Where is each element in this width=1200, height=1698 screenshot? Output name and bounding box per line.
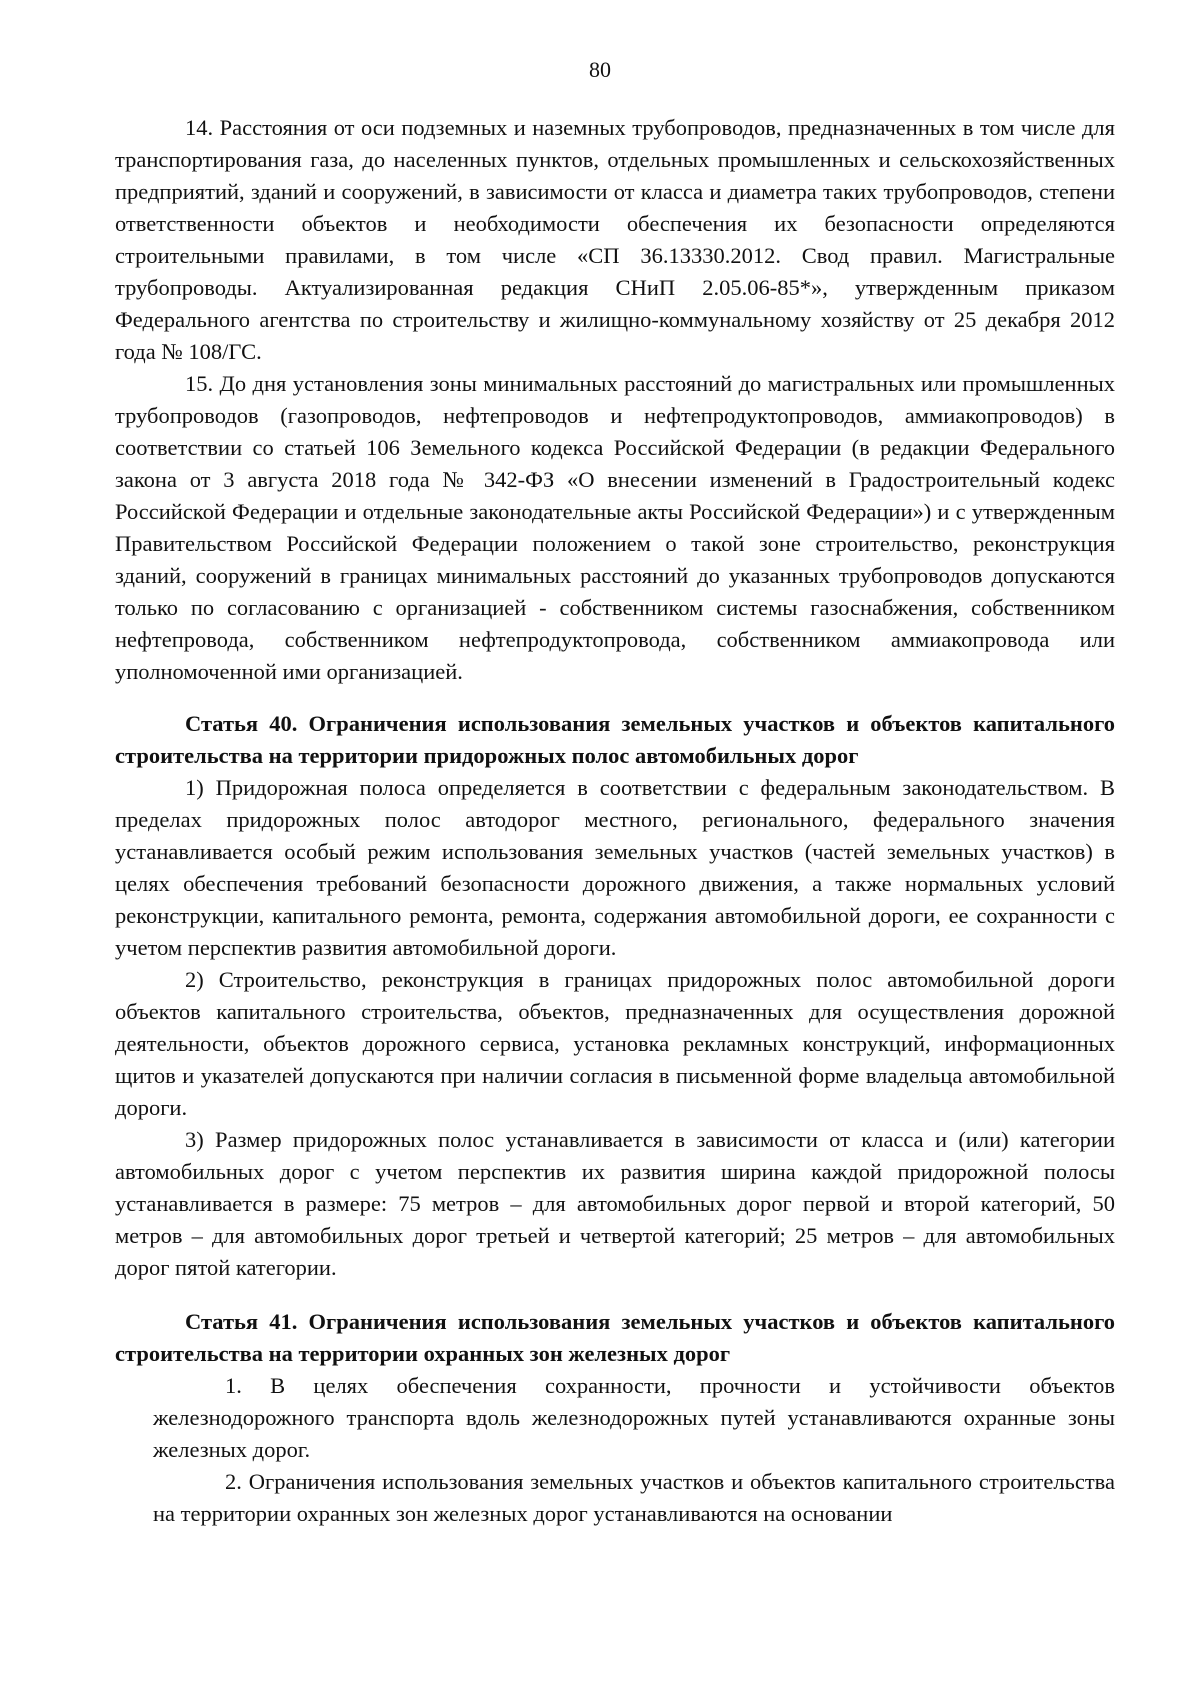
article-40-item-3: 3) Размер придорожных полос устанавливается в зависимости от класса и (или) категории автомобильных дорог с учетом перспектив их развития ширина каждой придорожной полосы устанавливается в размере: 75 метров – для автомобильных дорог первой и второй категорий, 50 метров – для автомобильных дорог третьей и четвертой категорий; 25 метров – для автомобильных дорог пятой категории. xyxy=(115,1127,1115,1280)
paragraph-15: 15. До дня установления зоны минимальных расстояний до магистральных или промышленных трубопроводов (газопроводов, нефтепроводов и нефтепродуктопроводов, аммиакопроводов) в соответствии со статьей 106 Земельного кодекса Российской Федерации (в редакции Федерального закона от 3 августа 2018 года № 342-ФЗ «О внесении изменений в Градостроительный кодекс Российской Федерации и отдельные законодательные акты Российской Федерации») и с утвержденным Правительством Российской Федерации положением о такой зоне строительство, реконструкция зданий, сооружений в границах минимальных расстояний до указанных трубопроводов допускаются только по согласованию с организацией - собственником системы газоснабжения, собственником нефтепровода, собственником нефтепродуктопровода, собственником аммиакопровода или уполномоченной ими организацией. xyxy=(115,371,1115,684)
document-body xyxy=(115,112,1115,1530)
article-41-item-1: 1. В целях обеспечения сохранности, прочности и устойчивости объектов железнодорожного транспорта вдоль железнодорожных путей устанавливаются охранные зоны железных дорог. xyxy=(153,1373,1115,1462)
article-40-item-2: 2) Строительство, реконструкция в границах придорожных полос автомобильной дороги объектов капитального строительства, объектов, предназначенных для осуществления дорожной деятельности, объектов дорожного сервиса, установка рекламных конструкций, информационных щитов и указателей допускаются при наличии согласия в письменной форме владельца автомобильной дороги. xyxy=(115,967,1115,1120)
page-number: 80 xyxy=(589,57,611,82)
article-41-item-2: 2. Ограничения использования земельных участков и объектов капитального строительства на территории охранных зон железных дорог устанавливаются на основании xyxy=(153,1469,1115,1526)
article-41-heading: Статья 41. Ограничения использования земельных участков и объектов капитального строительства на территории охранных зон железных дорог xyxy=(115,1309,1115,1366)
article-40-item-1: 1) Придорожная полоса определяется в соответствии с федеральным законодательством. В пределах придорожных полос автодорог местного, регионального, федерального значения устанавливается особый режим использования земельных участков (частей земельных участков) в целях обеспечения требований безопасности дорожного движения, а также нормальных условий реконструкции, капитального ремонта, ремонта, содержания автомобильной дороги, ее сохранности с учетом перспектив развития автомобильной дороги. xyxy=(115,775,1115,960)
paragraph-14: 14. Расстояния от оси подземных и наземных трубопроводов, предназначенных в том числе для транспортирования газа, до населенных пунктов, отдельных промышленных и сельскохозяйственных предприятий, зданий и сооружений, в зависимости от класса и диаметра таких трубопроводов, степени ответственности объектов и необходимости обеспечения их безопасности определяются строительными правилами, в том числе «СП 36.13330.2012. Свод правил. Магистральные трубопроводы. Актуализированная редакция СНиП 2.05.06-85*», утвержденным приказом Федерального агентства по строительству и жилищно-коммунальному хозяйству от 25 декабря 2012 года № 108/ГС. xyxy=(115,115,1115,364)
article-40-heading: Статья 40. Ограничения использования земельных участков и объектов капитального строительства на территории придорожных полос автомобильных дорог xyxy=(115,711,1115,768)
